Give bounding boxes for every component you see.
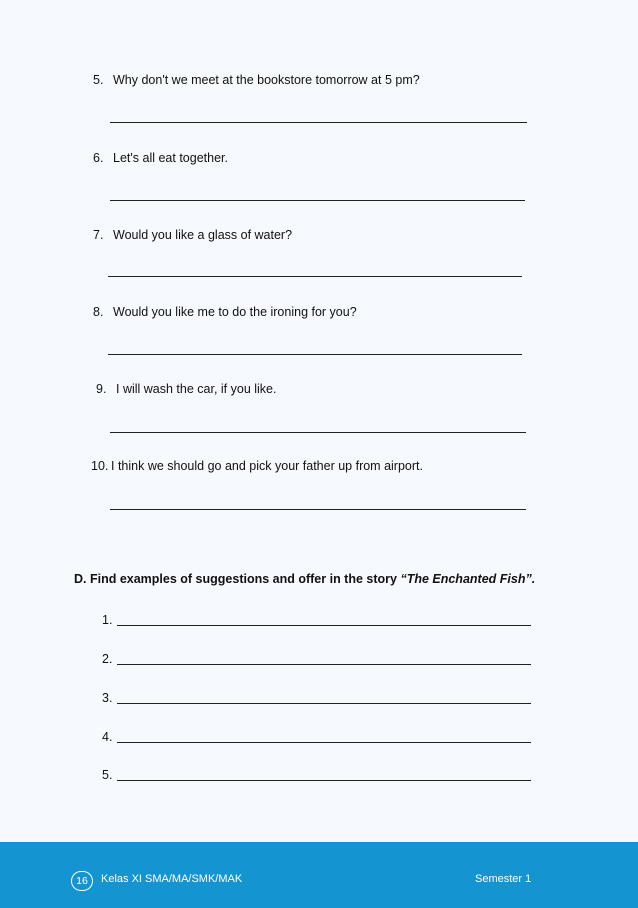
question-9: 9. I will wash the car, if you like. <box>96 382 277 396</box>
answer-line-6[interactable] <box>110 200 525 201</box>
question-text: I will wash the car, if you like. <box>116 382 277 396</box>
section-d-title: D. Find examples of suggestions and offer in the story “The Enchanted Fish”. <box>74 572 536 586</box>
section-d-line-3[interactable] <box>117 703 531 704</box>
section-d-item-5: 5. <box>102 768 113 782</box>
question-text: Would you like me to do the ironing for you? <box>113 305 357 319</box>
page-footer <box>0 842 638 908</box>
story-title: “The Enchanted Fish”. <box>400 572 536 586</box>
question-5: 5. Why don't we meet at the bookstore tomorrow at 5 pm? <box>93 73 420 87</box>
section-d-line-5[interactable] <box>117 780 531 781</box>
section-d-item-3: 3. <box>102 691 113 705</box>
section-d-item-4: 4. <box>102 730 113 744</box>
section-d-line-4[interactable] <box>117 742 531 743</box>
section-d-line-1[interactable] <box>117 625 531 626</box>
answer-line-7[interactable] <box>108 276 522 277</box>
section-d-line-2[interactable] <box>117 664 531 665</box>
question-text: Let's all eat together. <box>113 151 228 165</box>
answer-line-10[interactable] <box>110 509 526 510</box>
question-6: 6. Let's all eat together. <box>93 151 228 165</box>
answer-line-9[interactable] <box>110 432 526 433</box>
page-number-badge: 16 <box>71 871 93 891</box>
semester-label: Semester 1 <box>475 873 532 885</box>
question-text: I think we should go and pick your father up from airport. <box>111 459 423 473</box>
question-text: Why don't we meet at the bookstore tomorrow at 5 pm? <box>113 73 420 87</box>
question-text: Would you like a glass of water? <box>113 228 293 242</box>
question-10: 10. I think we should go and pick your father up from airport. <box>91 459 423 473</box>
answer-line-8[interactable] <box>108 354 522 355</box>
book-title: Kelas XI SMA/MA/SMK/MAK <box>101 873 243 885</box>
section-d-item-2: 2. <box>102 652 113 666</box>
answer-line-5[interactable] <box>110 122 527 123</box>
question-7: 7. Would you like a glass of water? <box>93 228 293 242</box>
section-d-item-1: 1. <box>102 613 113 627</box>
question-8: 8. Would you like me to do the ironing for you? <box>93 305 357 319</box>
